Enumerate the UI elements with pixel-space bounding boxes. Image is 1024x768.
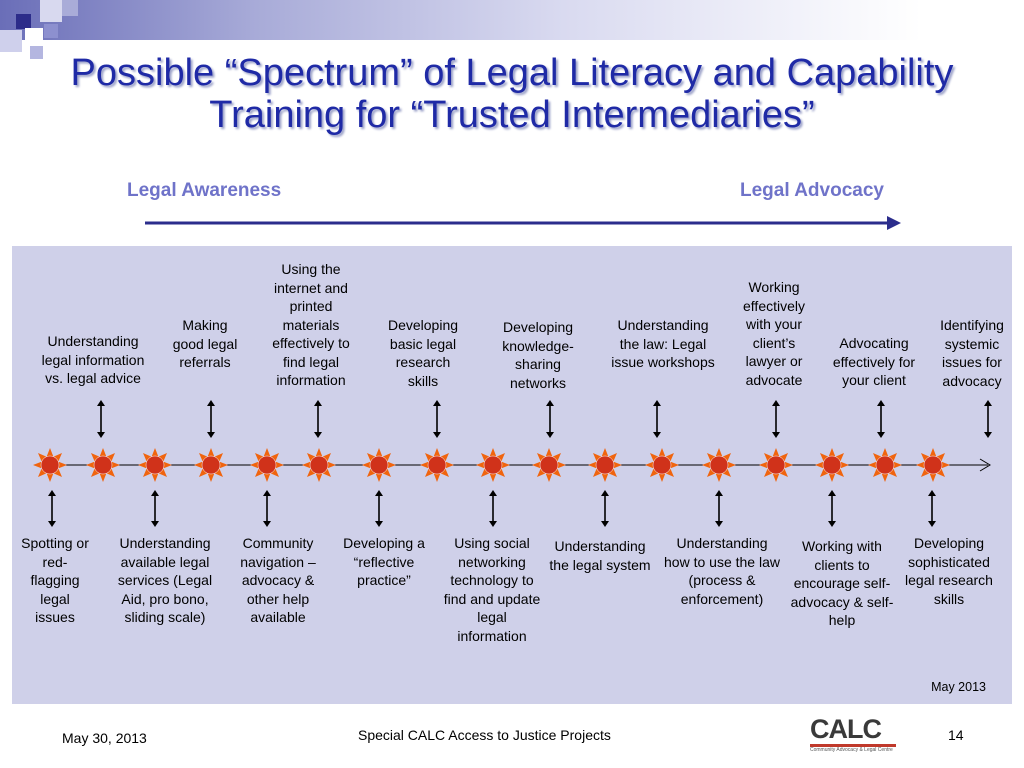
sun-marker-icon xyxy=(302,448,336,482)
double-arrow-icon xyxy=(314,400,322,438)
spectrum-arrow xyxy=(145,214,905,234)
double-arrow-icon xyxy=(984,400,992,438)
spectrum-left-label: Legal Awareness xyxy=(127,180,282,201)
double-arrow-icon xyxy=(546,400,554,438)
sun-marker-icon xyxy=(868,448,902,482)
top-item-label: Making good legal referrals xyxy=(172,317,238,370)
double-arrow-icon xyxy=(263,490,271,527)
decor-square xyxy=(44,24,58,38)
sun-marker-icon xyxy=(815,448,849,482)
header-gradient-band xyxy=(0,0,1024,40)
spectrum-right-label: Legal Advocacy xyxy=(740,180,884,201)
double-arrow-icon xyxy=(151,490,159,527)
decor-square xyxy=(16,14,31,29)
decor-square xyxy=(62,0,78,16)
top-item-label: Understanding legal information vs. legal advice xyxy=(41,333,145,386)
logo-wordmark: CALC xyxy=(810,714,881,744)
sun-marker-icon xyxy=(250,448,284,482)
sun-marker-icon xyxy=(476,448,510,482)
sun-marker-icon xyxy=(702,448,736,482)
top-item-label: Identifying systemic issues for advocacy xyxy=(940,317,1004,389)
sun-marker-icon xyxy=(86,448,120,482)
sun-marker-icon xyxy=(138,448,172,482)
bottom-item-label: Community navigation – advocacy & other help available xyxy=(240,535,316,625)
double-arrow-icon xyxy=(375,490,383,527)
top-item-label: Working effectively with your client’s lawyer or advocate xyxy=(743,279,805,388)
sun-marker-icon xyxy=(532,448,566,482)
sun-marker-icon xyxy=(916,448,950,482)
top-item-label: Developing knowledge-sharing networks xyxy=(502,319,574,391)
bottom-item-label: Using social networking technology to find and update legal information xyxy=(443,535,541,644)
footer-date: May 30, 2013 xyxy=(62,730,147,746)
spectrum-panel xyxy=(12,246,1012,704)
double-arrow-icon xyxy=(928,490,936,527)
double-arrow-icon xyxy=(48,490,56,527)
calc-logo xyxy=(810,714,896,753)
double-arrow-icon xyxy=(877,400,885,438)
slide-title: Possible “Spectrum” of Legal Literacy and Capability Training for “Trusted Intermediaries” xyxy=(70,52,954,136)
double-arrow-icon xyxy=(207,400,215,438)
logo-tagline: Community Advocacy & Legal Centre xyxy=(810,747,893,753)
sun-marker-icon xyxy=(33,448,67,482)
top-item-label: Using the internet and printed materials effectively to find legal information xyxy=(272,261,350,388)
panel-date: May 2013 xyxy=(931,680,986,694)
footer-title: Special CALC Access to Justice Projects xyxy=(358,727,611,743)
double-arrow-icon xyxy=(653,400,661,438)
bottom-item-label: Developing sophisticated legal research skills xyxy=(905,535,993,607)
double-arrow-icon xyxy=(97,400,105,438)
bottom-item-label: Working with clients to encourage self-advocacy & self-help xyxy=(790,538,894,628)
double-arrow-icon xyxy=(772,400,780,438)
double-arrow-icon xyxy=(433,400,441,438)
top-item-label: Developing basic legal research skills xyxy=(387,317,459,389)
top-item-label: Advocating effectively for your client xyxy=(832,335,916,388)
bottom-item-label: Understanding how to use the law (process & enforcement) xyxy=(664,535,780,607)
decor-square xyxy=(0,30,22,52)
double-arrow-icon xyxy=(489,490,497,527)
top-item-label: Understanding the law: Legal issue workshops xyxy=(611,317,715,370)
bottom-item-label: Developing a “reflective practice” xyxy=(343,535,425,588)
double-arrow-icon xyxy=(828,490,836,527)
decor-square xyxy=(40,0,62,22)
page-number: 14 xyxy=(948,727,964,743)
double-arrow-icon xyxy=(715,490,723,527)
sun-marker-icon xyxy=(759,448,793,482)
decor-square xyxy=(25,28,43,46)
sun-marker-icon xyxy=(420,448,454,482)
bottom-item-label: Spotting or red-flagging legal issues xyxy=(21,535,89,625)
sun-marker-icon xyxy=(588,448,622,482)
sun-marker-icon xyxy=(194,448,228,482)
bottom-item-label: Understanding the legal system xyxy=(549,538,651,573)
sun-marker-icon xyxy=(645,448,679,482)
sun-marker-icon xyxy=(362,448,396,482)
double-arrow-icon xyxy=(601,490,609,527)
bottom-item-label: Understanding available legal services (Legal Aid, pro bono, sliding scale) xyxy=(117,535,213,625)
